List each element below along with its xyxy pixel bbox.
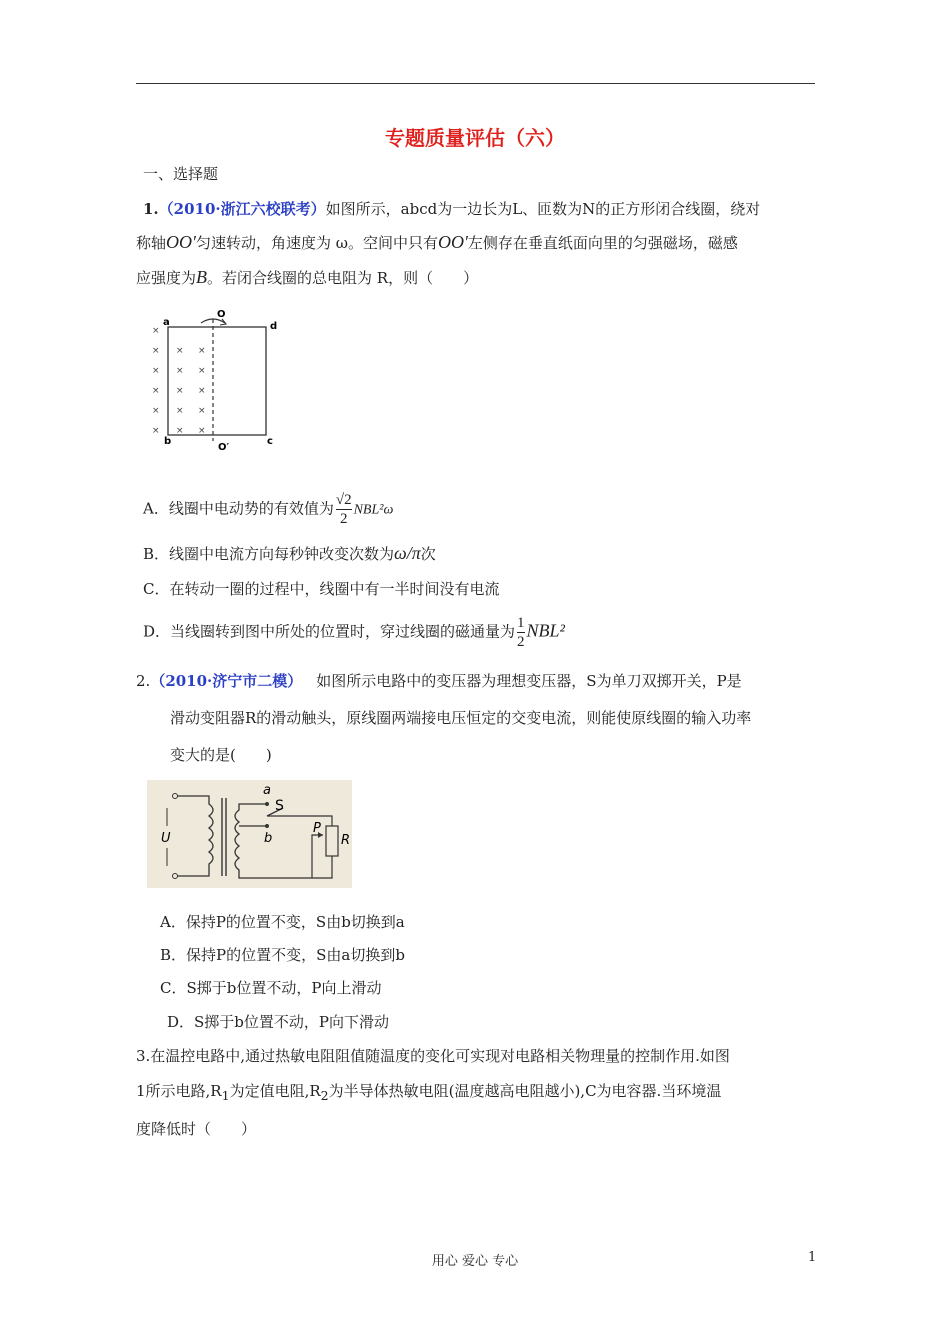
page-title: 专题质量评估（六） xyxy=(385,126,565,150)
label-u: U xyxy=(161,831,171,846)
q2-line2: 滑动变阻器R的滑动触头，原线圈两端接电压恒定的交变电流，则能使原线圈的输入功率 xyxy=(170,709,752,727)
header-rule xyxy=(136,83,815,84)
fraction-one-half: $\frac{1}{2}$ xyxy=(517,615,525,650)
q2-option-a: A．保持P的位置不变，S由b切换到a xyxy=(160,913,405,931)
label-p: P xyxy=(313,821,321,836)
coil-square xyxy=(168,327,266,435)
svg-text:×: × xyxy=(176,366,184,376)
svg-text:×: × xyxy=(152,346,160,356)
fraction-root2-over-2: $\frac{√2}{2}$ xyxy=(335,492,352,527)
svg-text:×: × xyxy=(152,386,160,396)
axis-symbol: OO′ xyxy=(166,232,196,252)
svg-text:×: × xyxy=(152,366,160,376)
magnetic-field-crosses xyxy=(152,326,206,436)
label-r: R xyxy=(341,833,351,848)
q1-option-a: A．线圈中电动势的有效值为 $\frac{√2}{2}$ NBL²ω xyxy=(143,492,394,527)
svg-text:×: × xyxy=(176,346,184,356)
label-b: b xyxy=(164,436,172,447)
label-o-top: O xyxy=(217,309,226,320)
q1-line1: 1.（2010·浙江六校联考）如图所示，abcd为一边长为L、匝数为N的正方形闭合线圈，绕对 xyxy=(143,200,761,218)
svg-text:×: × xyxy=(176,406,184,416)
axis-symbol-2: OO′ xyxy=(437,232,468,252)
svg-text:×: × xyxy=(152,326,160,336)
label-o-bottom: O′ xyxy=(218,442,230,453)
q1-line3: 应强度为B。若闭合线圈的总电阻为 R，则（ ） xyxy=(136,267,479,287)
page-footer: 用心 爱心 专心 xyxy=(431,1254,519,1269)
label-b: b xyxy=(264,831,273,846)
q1-line2: 称轴OO′匀速转动，角速度为 ω。空间中只有OO′左侧存在垂直纸面向里的匀强磁场，磁感 xyxy=(136,232,738,252)
q2-option-d: D．S掷于b位置不动，P向下滑动 xyxy=(167,1013,389,1031)
q2-line1: 2.（2010·济宁市二模） 如图所示电路中的变压器为理想变压器，S为单刀双掷开关，P是 xyxy=(136,672,742,690)
label-c: c xyxy=(267,436,273,447)
q2-line3: 变大的是( ) xyxy=(170,746,272,764)
label-a: a xyxy=(163,317,170,328)
q1-source: （2010·浙江六校联考） xyxy=(158,200,326,218)
svg-text:×: × xyxy=(198,426,206,436)
label-a: a xyxy=(263,783,271,798)
svg-text:×: × xyxy=(198,366,206,376)
q2-option-c: C．S掷于b位置不动，P向上滑动 xyxy=(160,979,382,997)
q1-option-c: C．在转动一圈的过程中，线圈中有一半时间没有电流 xyxy=(143,580,500,598)
page-number: 1 xyxy=(808,1250,817,1265)
q2-number: 2. xyxy=(136,672,151,690)
svg-text:×: × xyxy=(152,406,160,416)
svg-text:×: × xyxy=(198,386,206,396)
svg-text:×: × xyxy=(198,406,206,416)
q3-line3: 度降低时（ ） xyxy=(136,1120,257,1138)
contact-b xyxy=(265,824,269,828)
q1-option-d: D．当线圈转到图中所处的位置时，穿过线圈的磁通量为 $\frac{1}{2}$ NBL² xyxy=(143,615,565,650)
q1-number: 1. xyxy=(143,200,159,218)
svg-text:×: × xyxy=(176,386,184,396)
section-heading: 一、选择题 xyxy=(143,165,219,183)
q3-line2: 1所示电路$,R_1$为定值电阻$,R_2$为半导体热敏电阻(温度越高电阻越小),C为电容器.当环境温 xyxy=(136,1082,722,1103)
q3-line1: 3.在温控电路中,通过热敏电阻阻值随温度的变化可实现对电路相关物理量的控制作用.如图 xyxy=(136,1047,730,1065)
svg-text:×: × xyxy=(198,346,206,356)
q2-source: （2010·济宁市二模） xyxy=(150,672,303,690)
contact-a xyxy=(265,802,269,806)
svg-text:×: × xyxy=(152,426,160,436)
svg-text:×: × xyxy=(176,426,184,436)
q2-option-b: B．保持P的位置不变，S由a切换到b xyxy=(160,946,405,964)
q1-option-b: B．线圈中电流方向每秒钟改变次数为ω/π次 xyxy=(143,543,436,563)
q1-coil-figure xyxy=(146,305,286,455)
label-d: d xyxy=(270,321,278,332)
label-s: S xyxy=(275,798,284,814)
q2-transformer-figure xyxy=(147,780,352,888)
field-symbol: B xyxy=(196,267,208,287)
